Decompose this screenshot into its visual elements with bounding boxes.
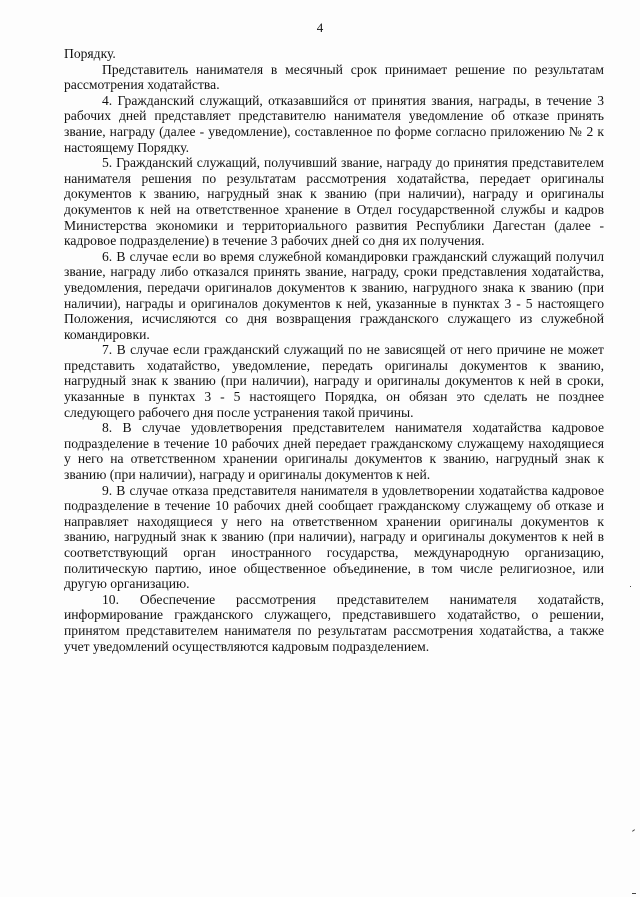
scan-artifact xyxy=(630,586,631,587)
paragraph-item-4: 4. Гражданский служащий, отказавшийся от принятия звания, награды, в течение 3 рабочих дней представляет представителю нанимателя уведомление об отказе принять звание, награду (далее - уведомление), составленное по форме согласно приложению № 2 к настоящему Порядку. xyxy=(64,92,604,155)
scan-artifact xyxy=(632,829,635,832)
paragraph-item-8: 8. В случае удовлетворения представителем нанимателя ходатайства кадровое подразделение в течение 10 рабочих дней передает гражданскому служащему находящиеся у него на ответственном хранении оригиналы документов к званию, нагрудный знак к званию (при наличии), награду и оригиналы документов к ней. xyxy=(64,420,604,483)
paragraph-decision-term: Представитель нанимателя в месячный срок принимает решение по результатам рассмотрения ходатайства. xyxy=(64,61,604,93)
document-body xyxy=(64,46,604,654)
paragraph-item-5: 5. Гражданский служащий, получивший звание, награду до принятия представителем нанимателя решения по результатам рассмотрения ходатайства, передает оригиналы документов к званию, нагрудный знак к званию (при наличии), награду и оригиналы документов к ней на ответственное хранение в Отдел государственной службы и кадров Министерства экономики и территориального развития Республики Дагестан (далее - кадровое подразделение) в течение 3 рабочих дней со дня их получения. xyxy=(64,155,604,249)
paragraph-item-9: 9. В случае отказа представителя нанимателя в удовлетворении ходатайства кадровое подразделение в течение 10 рабочих дней сообщает гражданскому служащему об отказе и направляет находящиеся у него на ответственном хранении оригиналы документов к званию, нагрудный знак к званию (при наличии), награду и оригиналы документов к ней в соответствующий орган иностранного государства, международную организацию, политическую партию, иное общественное объединение, в том числе религиозное, или другую организацию. xyxy=(64,482,604,592)
paragraph-continuation: Порядку. xyxy=(64,46,116,61)
page-number: 4 xyxy=(316,20,324,35)
paragraph-item-7: 7. В случае если гражданский служащий по не зависящей от него причине не может представить ходатайство, уведомление, передать оригиналы документов к званию, нагрудный знак к званию (при наличии), награду и оригиналы документов к ней в сроки, указанные в пунктах 3 - 5 настоящего Порядка, он обязан это сделать не позднее следующего рабочего дня после устранения такой причины. xyxy=(64,342,604,420)
paragraph-item-10: 10. Обеспечение рассмотрения представителем нанимателя ходатайств, информирование гражданского служащего, представившего ходатайство, о решении, принятом представителем нанимателя по результатам рассмотрения ходатайства, а также учет уведомлений осуществляются кадровым подразделением. xyxy=(64,591,604,654)
paragraph-item-6: 6. В случае если во время служебной командировки гражданский служащий получил звание, награду либо отказался принять звание, награду, сроки представления ходатайства, уведомления, передачи оригиналов документов к званию, нагрудного знака к званию (при наличии), награды и оригиналов документов к ней, указанные в пунктах 3 - 5 настоящего Положения, исчисляются со дня возвращения гражданского служащего из служебной командировки. xyxy=(64,248,604,342)
scan-artifact xyxy=(632,893,636,894)
